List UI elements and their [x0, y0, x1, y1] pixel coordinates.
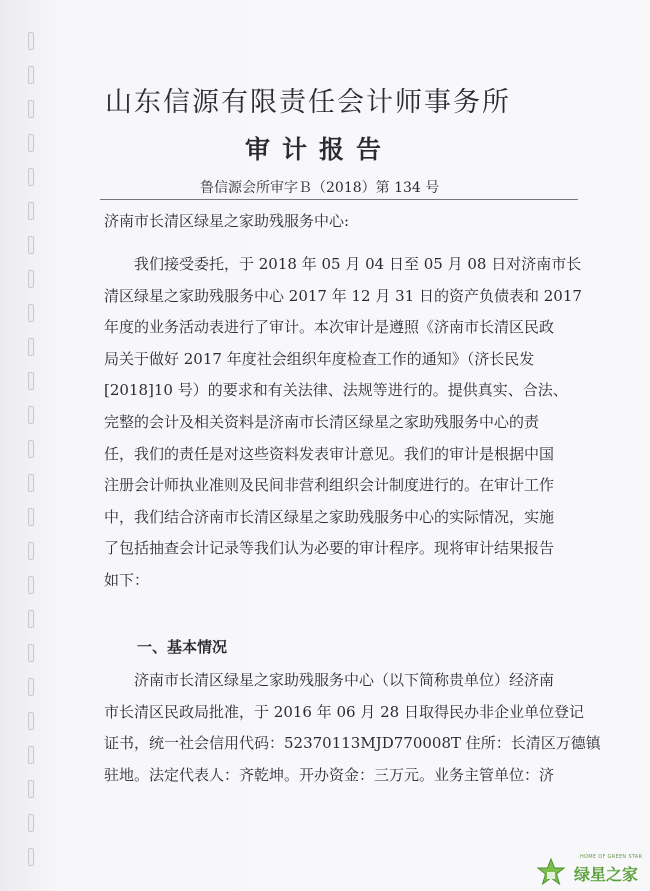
watermark-logo [536, 856, 646, 888]
binding-hole [28, 372, 34, 390]
binding-hole [28, 168, 34, 186]
binding-hole [28, 848, 34, 866]
binding-hole [28, 270, 34, 288]
paragraph-line: 市长清区民政局批准，于 2016 年 06 月 28 日取得民办非企业单位登记 [104, 702, 584, 721]
paragraph-line: [2018]10 号）的要求和有关法律、法规等进行的。提供真实、合法、 [104, 381, 568, 400]
report-title: 审计报告 [245, 135, 394, 164]
addressee: 济南市长清区绿星之家助残服务中心: [104, 212, 350, 230]
watermark-name: 绿星之家 [574, 865, 639, 884]
binding-hole [28, 440, 34, 458]
green-star-icon [536, 858, 566, 886]
binding-hole [28, 406, 34, 424]
binding-hole [28, 338, 34, 356]
paragraph-line: 如下： [104, 570, 150, 589]
binding-hole [28, 32, 34, 50]
paragraph-line: 局关于做好 2017 年度社会组织年度检查工作的通知》（济长民发 [104, 349, 535, 368]
header-divider [100, 199, 578, 200]
paragraph-line: 济南市长清区绿星之家助残服务中心（以下简称贵单位）经济南 [134, 671, 555, 689]
binding-hole [28, 66, 34, 84]
paragraph-line: 任，我们的责任是对这些资料发表审计意见。我们的审计是根据中国 [104, 444, 555, 463]
paragraph-line: 了包括抽查会计记录等我们认为必要的审计程序。现将审计结果报告 [104, 539, 555, 558]
paragraph-engagement [104, 249, 582, 629]
binding-hole [28, 678, 34, 696]
binding-hole [28, 202, 34, 220]
watermark-tagline: HOME OF GREEN STAR [580, 854, 643, 860]
binding-hole [28, 814, 34, 832]
binding-hole [28, 474, 34, 492]
paragraph-basic-info [104, 665, 601, 795]
paragraph-line: 清区绿星之家助残服务中心 2017 年 12 月 31 日的资产负债表和 2017 [104, 286, 582, 305]
paragraph-line: 我们接受委托，于 2018 年 05 月 04 日至 05 月 08 日对济南市长 [134, 255, 582, 273]
paragraph-line: 中，我们结合济南市长清区绿星之家助残服务中心的实际情况，实施 [104, 507, 555, 526]
binding-hole [28, 746, 34, 764]
binding-hole [28, 134, 34, 152]
binding-hole [28, 576, 34, 594]
paragraph-line: 证书，统一社会信用代码：52370113MJD770008T 住所：长清区万德镇 [104, 734, 601, 753]
paragraph-line: 驻地。法定代表人：齐乾坤。开办资金：三万元。业务主管单位：济 [104, 765, 555, 784]
firm-name: 山东信源有限责任会计师事务所 [105, 87, 511, 118]
binding-hole [28, 542, 34, 560]
section-heading-basic-info: 一、基本情况 [137, 638, 228, 656]
binding-hole [28, 644, 34, 662]
binding-hole [28, 304, 34, 322]
binding-hole [28, 508, 34, 526]
paragraph-line: 年度的业务活动表进行了审计。本次审计是遵照《济南市长清区民政 [104, 318, 555, 337]
binding-hole [28, 712, 34, 730]
paragraph-line: 完整的会计及相关资料是济南市长清区绿星之家助残服务中心的责 [104, 412, 540, 431]
binding-hole [28, 780, 34, 798]
document-number: 鲁信源会所审字Ｂ（2018）第 134 号 [200, 180, 440, 196]
binding-hole [28, 610, 34, 628]
binding-hole [28, 236, 34, 254]
paragraph-line: 注册会计师执业准则及民间非营利组织会计制度进行的。在审计工作 [104, 476, 555, 495]
binding-hole [28, 100, 34, 118]
binding-holes [22, 0, 36, 891]
